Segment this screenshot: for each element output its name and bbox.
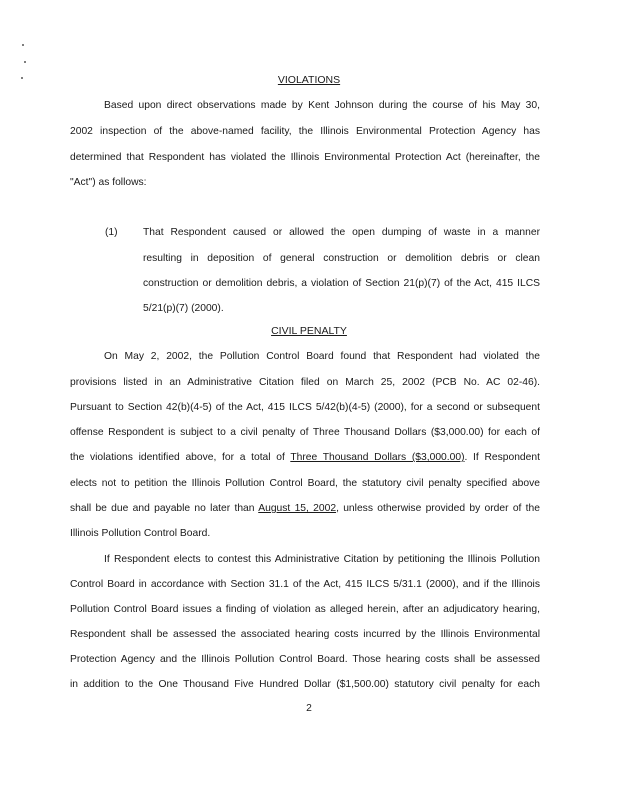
violations-text-line: Based upon direct observations made by Kent Johnson during the course of his May 30, <box>104 100 540 111</box>
page-number: 2 <box>306 703 312 714</box>
penalty-text-line <box>70 451 540 464</box>
penalty-total-prefix: the violations identified above, for a total of <box>70 452 285 463</box>
due-date: August 15, 2002 <box>258 503 337 514</box>
contest-text-line: If Respondent elects to contest this Administrative Citation by petitioning the Illinois Pollution <box>104 554 540 565</box>
item-number: (1) <box>105 227 118 238</box>
penalty-text-line: elects not to petition the Illinois Pollution Control Board, the statutory civil penalty specified above <box>70 478 540 489</box>
penalty-text-line: Pursuant to Section 42(b)(4-5) of the Act, 415 ILCS 5/42(b)(4-5) (2000), for a second or subsequent <box>70 402 540 413</box>
contest-text-line: Respondent shall be assessed the associated hearing costs incurred by the Illinois Environmental <box>70 629 540 640</box>
item-text-line: resulting in deposition of general construction or demolition debris or clean <box>143 253 540 264</box>
contest-text-line: in addition to the One Thousand Five Hundred Dollar ($1,500.00) statutory civil penalty for each <box>70 679 540 690</box>
penalty-text-line: Illinois Pollution Control Board. <box>70 528 211 539</box>
violations-text-line: "Act") as follows: <box>70 177 147 188</box>
violations-text-line: 2002 inspection of the above-named facility, the Illinois Environmental Protection Agency has <box>70 126 540 137</box>
scan-speck <box>22 44 24 46</box>
item-text-line: construction or demolition debris, a violation of Section 21(p)(7) of the Act, 415 ILCS <box>143 278 540 289</box>
penalty-total-amount: Three Thousand Dollars ($3,000.00) <box>290 452 465 463</box>
contest-text-line: Pollution Control Board issues a finding of violation as alleged herein, after an adjudicatory hearing, <box>70 604 540 615</box>
penalty-text-line: provisions listed in an Administrative Citation filed on March 25, 2002 (PCB No. AC 02-46). <box>70 377 540 388</box>
penalty-text-line <box>70 502 540 515</box>
civil-penalty-heading: CIVIL PENALTY <box>271 325 347 337</box>
scan-speck <box>24 61 26 63</box>
penalty-text-line: On May 2, 2002, the Pollution Control Board found that Respondent had violated the <box>104 351 540 362</box>
contest-text-line: Protection Agency and the Illinois Pollution Control Board. Those hearing costs shall be assessed <box>70 654 540 665</box>
violations-text-line: determined that Respondent has violated the Illinois Environmental Protection Act (hereinafter, the <box>70 152 540 163</box>
contest-text-line: Control Board in accordance with Section 31.1 of the Act, 415 ILCS 5/31.1 (2000), and if the Illinois <box>70 579 540 590</box>
due-date-suffix: , unless otherwise provided by order of the <box>336 503 540 514</box>
due-date-prefix: shall be due and payable no later than <box>70 503 255 514</box>
violations-heading: VIOLATIONS <box>277 74 341 86</box>
penalty-total-suffix: . If Respondent <box>464 452 540 463</box>
item-text-line: 5/21(p)(7) (2000). <box>143 303 224 314</box>
item-text-line: That Respondent caused or allowed the open dumping of waste in a manner <box>143 227 540 238</box>
penalty-text-line: offense Respondent is subject to a civil penalty of Three Thousand Dollars ($3,000.00) for each of <box>70 427 540 438</box>
